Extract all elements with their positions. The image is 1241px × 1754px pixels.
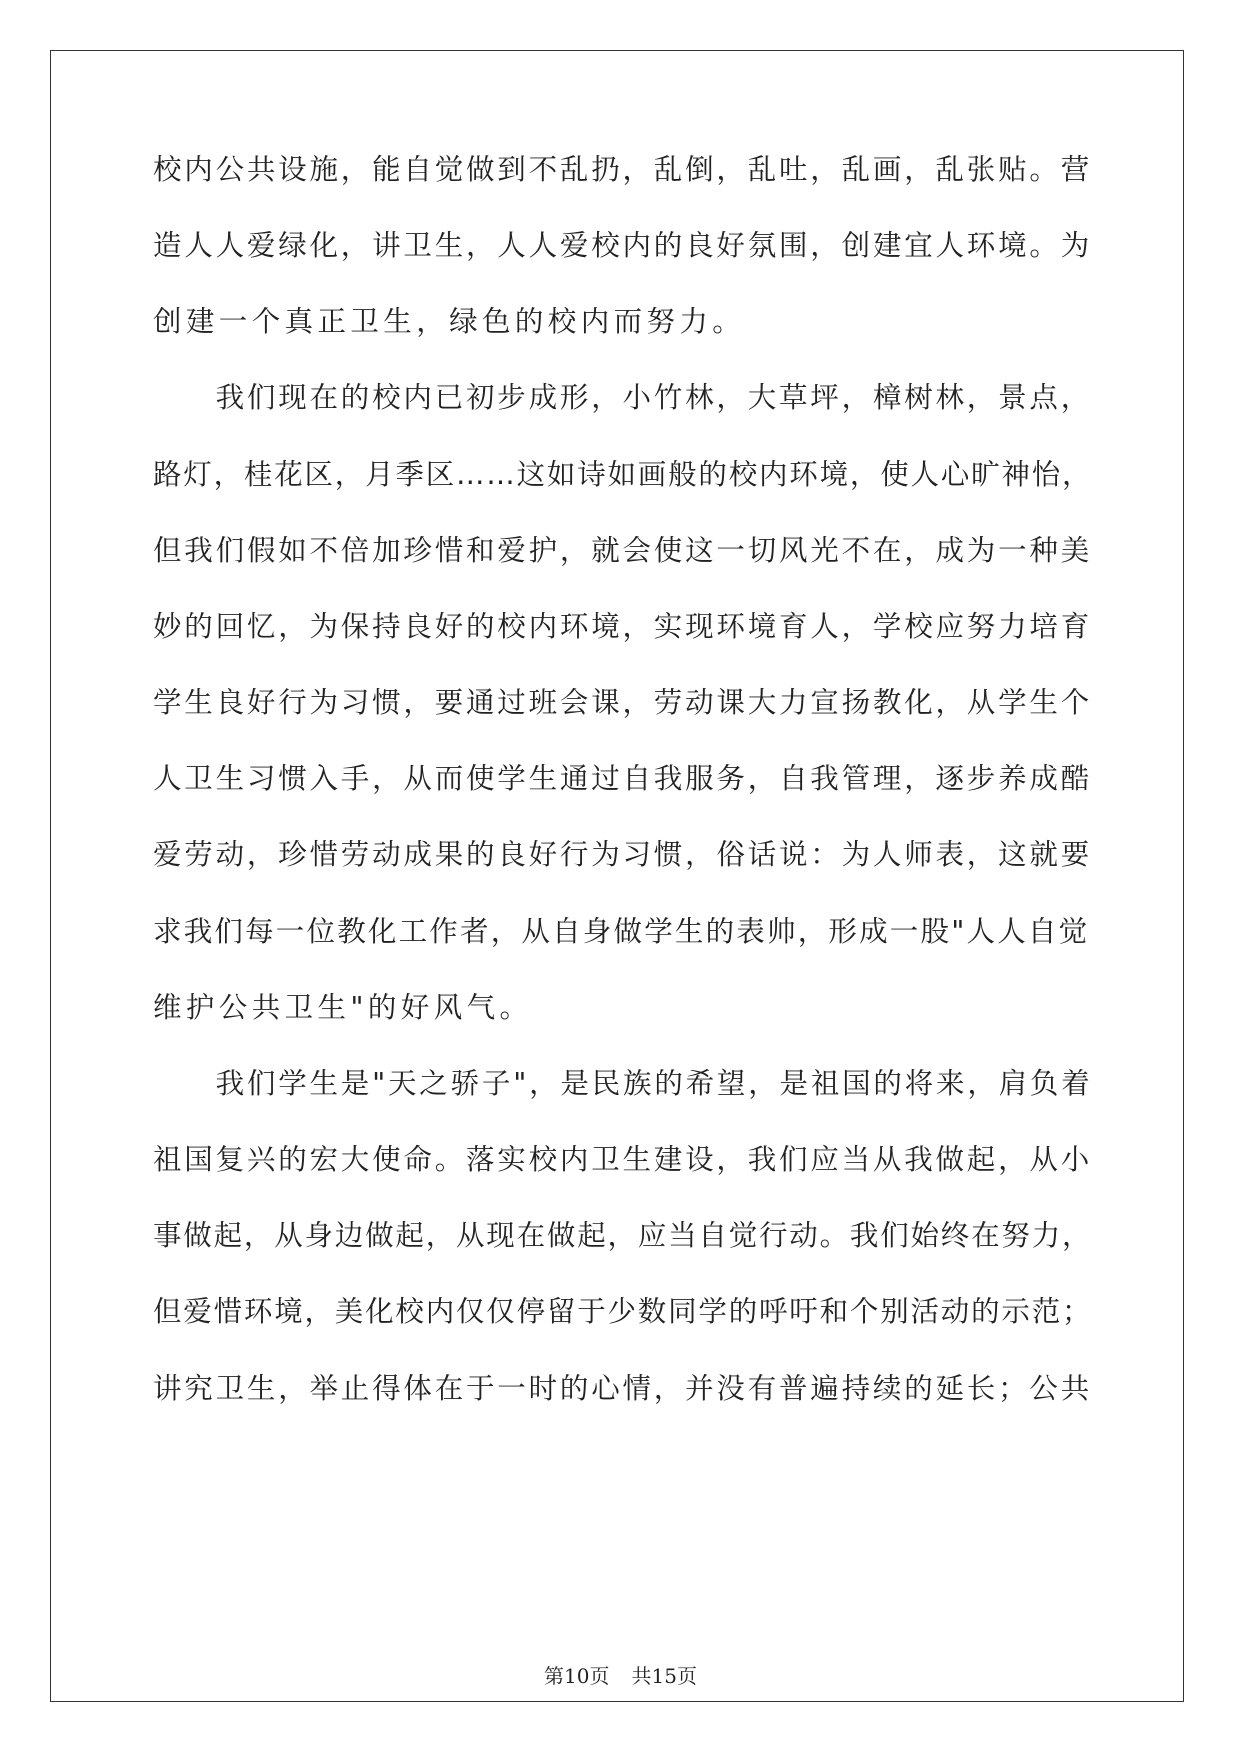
page-number-current: 第10页 bbox=[544, 1664, 610, 1688]
text-line: 但我们假如不倍加珍惜和爱护，就会使这一切风光不在，成为一种美 bbox=[153, 534, 1093, 567]
text-line: 事做起，从身边做起，从现在做起，应当自觉行动。我们始终在努力， bbox=[153, 1219, 1093, 1252]
page-border bbox=[50, 50, 1184, 1702]
text-line: 维护公共卫生"的好风气。 bbox=[153, 991, 533, 1024]
text-line: 造人人爱绿化，讲卫生，人人爱校内的良好氛围，创建宜人环境。为 bbox=[153, 229, 1093, 262]
text-line: 求我们每一位教化工作者，从自身做学生的表帅，形成一股"人人自觉 bbox=[153, 915, 1090, 948]
text-line: 祖国复兴的宏大使命。落实校内卫生建设，我们应当从我做起，从小 bbox=[153, 1143, 1093, 1176]
page-number-total: 共15页 bbox=[631, 1664, 697, 1688]
text-line: 我们学生是"天之骄子"，是民族的希望，是祖国的将来，肩负着 bbox=[153, 1067, 1093, 1100]
text-line: 妙的回忆，为保持良好的校内环境，实现环境育人，学校应努力培育 bbox=[153, 610, 1093, 643]
text-line: 创建一个真正卫生，绿色的校内而努力。 bbox=[153, 305, 746, 338]
text-line: 校内公共设施，能自觉做到不乱扔，乱倒，乱吐，乱画，乱张贴。营 bbox=[153, 153, 1093, 186]
text-line: 我们现在的校内已初步成形，小竹林，大草坪，樟树林，景点， bbox=[153, 381, 1093, 414]
text-line: 路灯，桂花区，月季区……这如诗如画般的校内环境，使人心旷神怡， bbox=[153, 458, 1093, 491]
text-line: 人卫生习惯入手，从而使学生通过自我服务，自我管理，逐步养成酷 bbox=[153, 762, 1093, 795]
page-footer bbox=[0, 1662, 1241, 1690]
text-line: 爱劳动，珍惜劳动成果的良好行为习惯，俗话说：为人师表，这就要 bbox=[153, 838, 1093, 871]
text-line: 学生良好行为习惯，要通过班会课，劳动课大力宣扬教化，从学生个 bbox=[153, 686, 1093, 719]
text-line: 但爱惜环境，美化校内仅仅停留于少数同学的呼吁和个别活动的示范； bbox=[153, 1295, 1093, 1328]
text-line: 讲究卫生，举止得体在于一时的心情，并没有普遍持续的延长；公共 bbox=[153, 1372, 1093, 1405]
